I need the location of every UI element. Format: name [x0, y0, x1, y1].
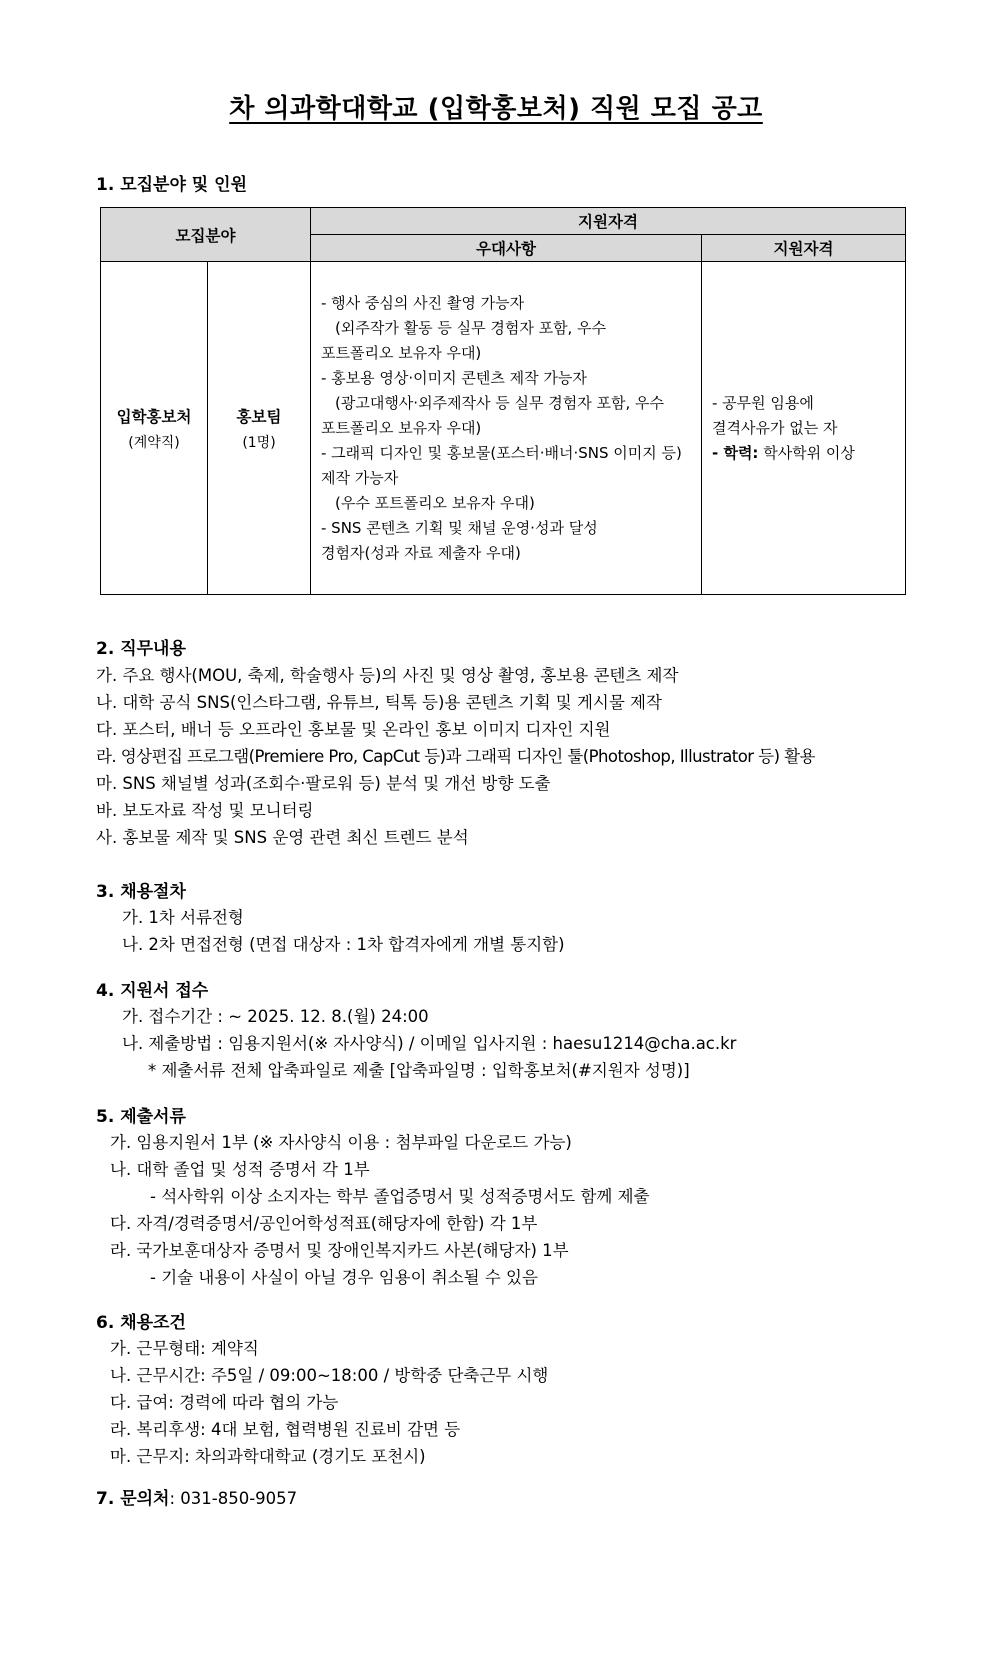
condition-item: 가. 근무형태: 계약직 [110, 1339, 259, 1358]
preference-list [311, 291, 701, 566]
table-header-field: 모집분야 [101, 208, 311, 262]
preference-line: - 그래픽 디자인 및 홍보물(포스터·배너·SNS 이미지 등) [321, 443, 682, 462]
section5-heading: 5. 제출서류 [96, 1107, 186, 1127]
table-header-qualification: 지원자격 [702, 235, 906, 262]
preference-line: - SNS 콘텐츠 기획 및 채널 운영·성과 달성 [321, 518, 598, 537]
education-label: - 학력: [712, 443, 759, 462]
duty-item: 라. 영상편집 프로그램(Premiere Pro, CapCut 등)과 그래픽 디자인 툴(Photoshop, Illustrator 등) 활용 [96, 747, 815, 766]
application-period: 가. 접수기간 : ~ 2025. 12. 8.(월) 24:00 [122, 1007, 429, 1026]
section7-heading: 7. 문의처 [96, 1489, 170, 1509]
duty-item: 마. SNS 채널별 성과(조회수·팔로워 등) 분석 및 개선 방향 도출 [96, 774, 551, 793]
condition-item: 라. 복리후생: 4대 보험, 협력병원 진료비 감면 등 [110, 1420, 461, 1439]
page-title: 차 의과학대학교 (입학홍보처) 직원 모집 공고 [229, 94, 763, 124]
education-value: 학사학위 이상 [758, 443, 855, 462]
section6-heading: 6. 채용조건 [96, 1313, 186, 1333]
condition-item: 나. 근무시간: 주5일 / 09:00~18:00 / 방학중 단축근무 시행 [110, 1366, 549, 1385]
document-note: - 기술 내용이 사실이 아닐 경우 임용이 취소될 수 있음 [150, 1268, 538, 1287]
application-note: * 제출서류 전체 압축파일로 제출 [압축파일명 : 입학홍보처(#지원자 성명)] [148, 1061, 690, 1080]
condition-item: 마. 근무지: 차의과학대학교 (경기도 포천시) [110, 1447, 426, 1466]
contact-phone: : 031-850-9057 [169, 1489, 298, 1508]
duty-item: 바. 보도자료 작성 및 모니터링 [96, 801, 314, 820]
preference-line: 포트폴리오 보유자 우대) [321, 343, 482, 362]
document-item: 가. 임용지원서 1부 (※ 자사양식 이용 : 첨부파일 다운로드 가능) [110, 1133, 572, 1152]
qualification-line: - 공무원 임용에 [712, 393, 814, 412]
preference-line: 제작 가능자 [321, 468, 399, 487]
preference-cell [311, 262, 702, 595]
condition-item: 다. 급여: 경력에 따라 협의 가능 [110, 1393, 339, 1412]
preference-item [321, 366, 695, 441]
section2-heading: 2. 직무내용 [96, 639, 186, 659]
section4-heading: 4. 지원서 접수 [96, 981, 209, 1001]
duty-item: 사. 홍보물 제작 및 SNS 운영 관련 최신 트렌드 분석 [96, 828, 469, 847]
preference-line: - 홍보용 영상·이미지 콘텐츠 제작 가능자 [321, 368, 587, 387]
document-note: - 석사학위 이상 소지자는 학부 졸업증명서 및 성적증명서도 함께 제출 [150, 1187, 650, 1206]
qualification-list [702, 391, 905, 466]
duty-item: 나. 대학 공식 SNS(인스타그램, 유튜브, 틱톡 등)용 콘텐츠 기획 및 게시물 제작 [96, 693, 662, 712]
contact-line [96, 1484, 297, 1509]
table-header-preference: 우대사항 [311, 235, 702, 262]
dept-type: (계약직) [128, 434, 180, 451]
dept-name: 입학홍보처 [116, 407, 192, 426]
team-name: 홍보팀 [236, 407, 282, 426]
section1-heading: 1. 모집분야 및 인원 [96, 175, 247, 195]
preference-line: 포트폴리오 보유자 우대) [321, 418, 482, 437]
preference-line: (우수 포트폴리오 보유자 우대) [335, 493, 535, 512]
team-cell [208, 262, 311, 595]
process-item: 나. 2차 면접전형 (면접 대상자 : 1차 합격자에게 개별 통지함) [122, 935, 565, 954]
team-count: (1명) [242, 434, 276, 451]
recruit-table [100, 207, 906, 595]
document-item: 라. 국가보훈대상자 증명서 및 장애인복지카드 사본(해당자) 1부 [110, 1241, 569, 1260]
dept-cell [101, 262, 208, 595]
preference-line: - 행사 중심의 사진 촬영 가능자 [321, 293, 525, 312]
table-header-eligibility: 지원자격 [311, 208, 906, 235]
qualification-cell [702, 262, 906, 595]
duty-item: 가. 주요 행사(MOU, 축제, 학술행사 등)의 사진 및 영상 촬영, 홍보용 콘텐츠 제작 [96, 666, 679, 685]
document-item: 나. 대학 졸업 및 성적 증명서 각 1부 [110, 1160, 370, 1179]
preference-item [321, 291, 695, 366]
preference-item [321, 441, 695, 516]
process-item: 가. 1차 서류전형 [122, 908, 244, 927]
preference-item [321, 516, 695, 566]
document-item: 다. 자격/경력증명서/공인어학성적표(해당자에 한함) 각 1부 [110, 1214, 538, 1233]
qualification-education [712, 441, 899, 466]
preference-line: 경험자(성과 자료 제출자 우대) [321, 543, 521, 562]
duty-item: 다. 포스터, 배너 등 오프라인 홍보물 및 온라인 홍보 이미지 디자인 지원 [96, 720, 611, 739]
application-method: 나. 제출방법 : 임용지원서(※ 자사양식) / 이메일 입사지원 : haesu1214@cha.ac.kr [122, 1034, 737, 1053]
preference-line: (외주작가 활동 등 실무 경험자 포함, 우수 [335, 318, 607, 337]
preference-line: (광고대행사·외주제작사 등 실무 경험자 포함, 우수 [335, 393, 665, 412]
section3-heading: 3. 채용절차 [96, 882, 186, 902]
qualification-line: 결격사유가 없는 자 [712, 418, 838, 437]
